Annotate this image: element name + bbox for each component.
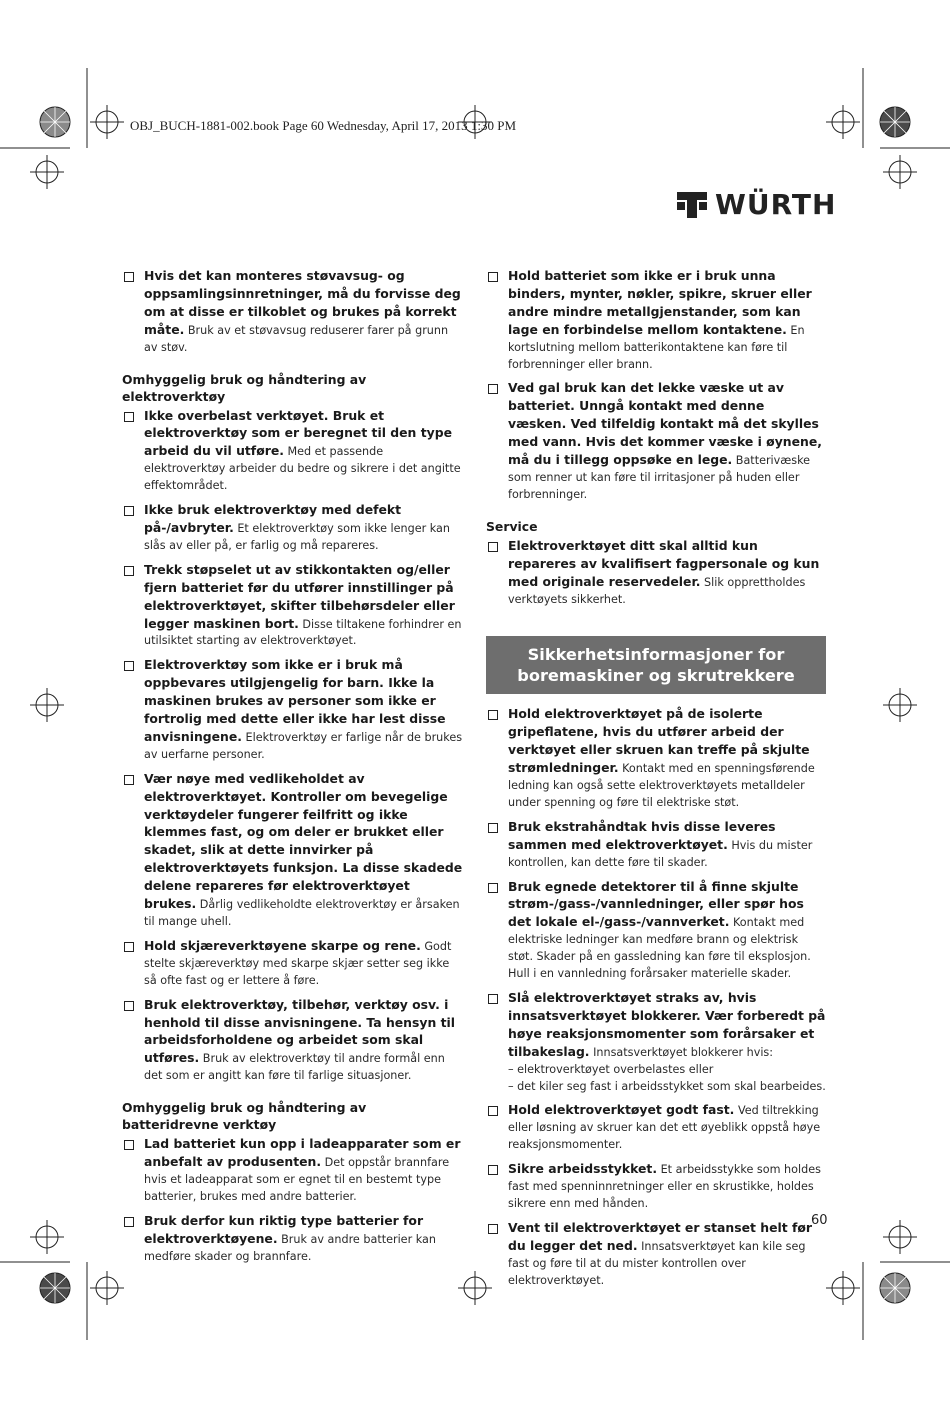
checkbox-bullet-icon	[124, 1001, 134, 1011]
checkbox-bullet-icon	[488, 384, 498, 394]
list-item: Ikke overbelast verktøyet. Bruk et elektroverktøy som er beregnet til den type arbeid du vil utføre. Med et passende elektroverktøy arbeider du bedre og sikrere i det angitte effektområdet.	[122, 408, 465, 496]
list-item: Bruk ekstrahåndtak hvis disse leveres sammen med elektroverktøyet. Hvis du mister kontrollen, kan dette føre til skader.	[486, 819, 826, 872]
list-item: Trekk støpselet ut av stikkontakten og/eller fjern batteriet før du utfører innstillinger på elektroverktøyet, skifter tilbehørsdeler eller legger maskinen bort. Disse tiltakene forhindrer en utilsiktet starting av elektroverktøyet.	[122, 562, 465, 651]
section-heading: Service	[486, 518, 538, 534]
dash-line: – det kiler seg fast i arbeidsstykket som skal bearbeides.	[508, 1079, 826, 1093]
list-item: Lad batteriet kun opp i ladeapparater som er anbefalt av produsenten. Det oppstår brannfare hvis et ladeapparat som er egnet til en bestemt type batterier, brukes med andre batterier.	[122, 1136, 465, 1206]
checkbox-bullet-icon	[488, 1106, 498, 1116]
list-item: Hvis det kan monteres støvavsug- og oppsamlingsinnretninger, må du forvisse deg om at disse er tilkoblet og brukes på korrekt måte. Bruk av et støvavsug reduserer farer på grunn av støv.	[122, 268, 465, 357]
checkbox-bullet-icon	[488, 1224, 498, 1234]
checkbox-bullet-icon	[488, 823, 498, 833]
book-info-header: OBJ_BUCH-1881-002.book Page 60 Wednesday, April 17, 2013 1:30 PM	[130, 118, 517, 133]
checkbox-bullet-icon	[124, 775, 134, 785]
list-item: Hold elektroverktøyet på de isolerte gripeflatene, hvis du utfører arbeid der verktøyet eller skruen kan treffe på skjulte strømledninger. Kontakt med en spenningsførende ledning kan også sette elektroverktøyets metalldeler under spenning og føre til elektriske støt.	[486, 706, 826, 811]
right-column	[486, 268, 826, 1297]
list-item: Bruk elektroverktøy, tilbehør, verktøy osv. i henhold til disse anvisningene. Ta hensyn til arbeidsforholdene og arbeidet som skal utføres. Bruk av elektroverktøy til andre formål enn det som er angitt kan føre til farlige situasjoner.	[122, 997, 465, 1086]
checkbox-bullet-icon	[124, 1217, 134, 1227]
list-item: Hold batteriet som ikke er i bruk unna binders, mynter, nøkler, spikre, skruer eller andre mindre metallgjenstander, som kan lage en forbindelse mellom kontaktene. En kortslutning mellom batterikontaktene kan føre til forbrenninger eller brann.	[486, 268, 826, 373]
list-item: Ved gal bruk kan det lekke væske ut av batteriet. Unngå kontakt med denne væsken. Ved tilfeldig kontakt må det skylles med vann. Hvis det kommer væske i øynene, må du i tillegg oppsøke en lege. Batterivæske som renner ut kan føre til irritasjoner på huden eller forbrenninger.	[486, 380, 826, 503]
list-item: Vent til elektroverktøyet er stanset helt før du legger det ned. Innsatsverktøyet kan kile seg fast og føre til at du mister kontrollen over elektroverktøyet.	[486, 1220, 826, 1290]
page-number: 60	[811, 1213, 828, 1228]
checkbox-bullet-icon	[488, 710, 498, 720]
checkbox-bullet-icon	[124, 506, 134, 516]
list-item: Ikke bruk elektroverktøy med defekt på-/avbryter. Et elektroverktøy som ikke lenger kan slås av eller på, er farlig og må repareres.	[122, 502, 465, 555]
section-heading: Omhyggelig bruk og håndtering av batteridrevne verktøy	[122, 1100, 367, 1133]
wurth-logo-text: WÜRTH	[715, 188, 837, 221]
checkbox-bullet-icon	[488, 272, 498, 282]
list-item: Bruk egnede detektorer til å finne skjulte strøm-/gass-/vannledninger, eller spør hos det lokale el-/gass-/vannverket. Kontakt med elektriske ledninger kan medføre brann og elektrisk støt. Skader på en gassledning kan føre til eksplosjon. Hull i en vannledning forårsaker materielle skader.	[486, 879, 826, 983]
checkbox-bullet-icon	[124, 566, 134, 576]
wurth-logo-icon	[675, 188, 709, 222]
list-item: Elektroverktøy som ikke er i bruk må oppbevares utilgjengelig for barn. Ikke la maskinen brukes av personer som ikke er fortrolig med dette eller ikke har lest disse anvisningene. Elektroverktøy er farlige når de brukes av uerfarne personer.	[122, 657, 465, 763]
checkbox-bullet-icon	[124, 942, 134, 952]
list-item: Vær nøye med vedlikeholdet av elektroverktøyet. Kontroller om bevegelige verktøydeler fungerer feilfritt og ikke klemmes fast, og om deler er brukket eller skadet, slik at dette innvirker på elektroverktøyets funksjon. La disse skadede delene repareres før elektroverktøyet brukes. Dårlig vedlikeholdte elektroverktøy er årsaken til mange uhell.	[122, 771, 465, 931]
checkbox-bullet-icon	[488, 1165, 498, 1175]
dash-line: – elektroverktøyet overbelastes eller	[508, 1062, 714, 1076]
checkbox-bullet-icon	[488, 994, 498, 1004]
checkbox-bullet-icon	[488, 883, 498, 893]
section-banner: Sikkerhetsinformasjoner for boremaskiner og skrutrekkere	[486, 636, 826, 694]
list-item: Hold elektroverktøyet godt fast. Ved tiltrekking eller løsning av skruer kan det ett øyeblikk oppstå høye reaksjonsmomenter.	[486, 1102, 826, 1154]
list-item: Sikre arbeidsstykket. Et arbeidsstykke som holdes fast med spenninnretninger eller en skrustikke, holdes sikrere enn med hånden.	[486, 1161, 826, 1213]
list-item: Slå elektroverktøyet straks av, hvis innsatsverktøyet blokkerer. Vær forberedt på høye reaksjonsmomenter som forårsaker et tilbakeslag. Innsatsverktøyet blokkerer hvis: – elektroverktøyet overbelastes eller – det kiler seg fast i arbeidsstykket som skal bearbeides.	[486, 990, 826, 1095]
left-column	[122, 268, 465, 1273]
checkbox-bullet-icon	[124, 412, 134, 422]
checkbox-bullet-icon	[488, 542, 498, 552]
section-heading: Omhyggelig bruk og håndtering av elektroverktøy	[122, 371, 367, 404]
checkbox-bullet-icon	[124, 272, 134, 282]
list-item: Hold skjæreverktøyene skarpe og rene. Godt stelte skjæreverktøy med skarpe skjær setter seg ikke så ofte fast og er lettere å føre.	[122, 938, 465, 990]
wurth-logo	[675, 188, 835, 222]
checkbox-bullet-icon	[124, 1140, 134, 1150]
list-item: Bruk derfor kun riktig type batterier for elektroverktøyene. Bruk av andre batterier kan medføre skader og brannfare.	[122, 1213, 465, 1266]
checkbox-bullet-icon	[124, 661, 134, 671]
list-item: Elektroverktøyet ditt skal alltid kun repareres av kvalifisert fagpersonale og kun med originale reservedeler. Slik opprettholdes verktøyets sikkerhet.	[486, 538, 826, 609]
